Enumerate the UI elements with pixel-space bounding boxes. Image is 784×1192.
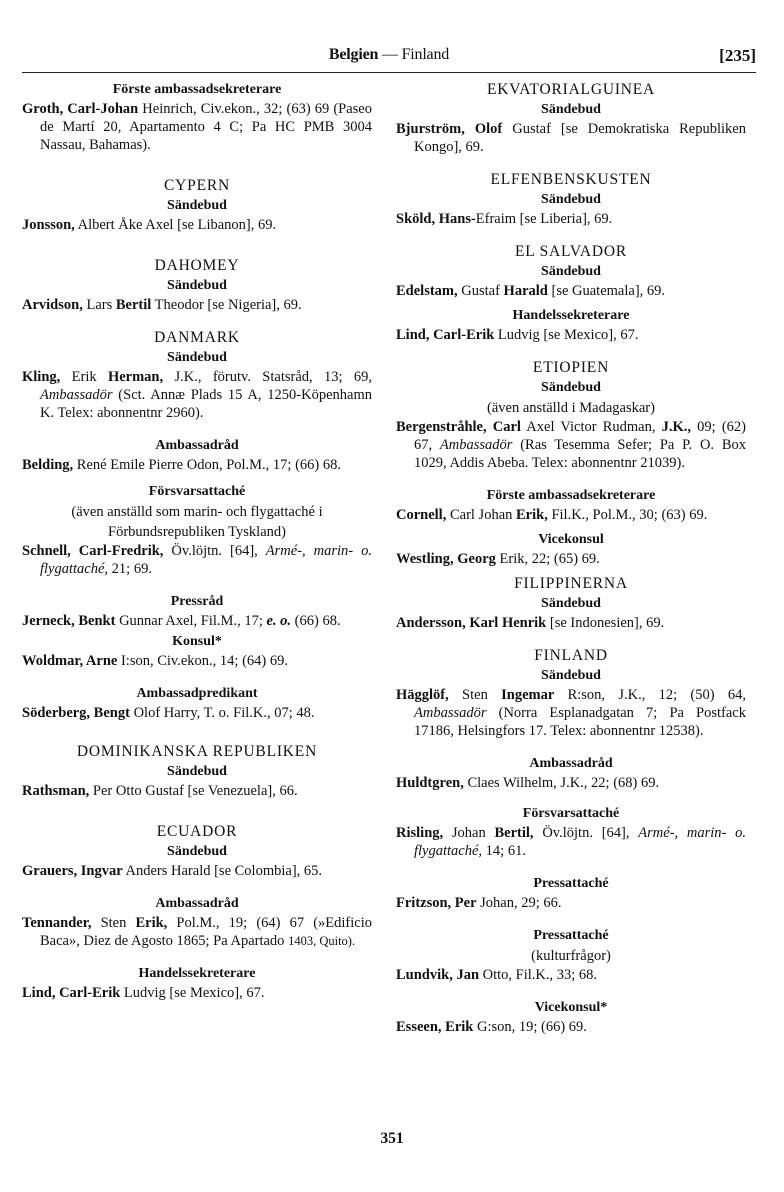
person-title: e. o. — [266, 613, 292, 629]
person-details: Emile Pierre Odon, Pol.M., 17; (66) 68. — [106, 457, 341, 473]
page-number: 351 — [380, 1130, 404, 1147]
person-details: Ludvig [se Mexico], 67. — [494, 327, 639, 343]
person-name: Groth, Carl-Johan — [22, 101, 139, 117]
person-name: Fritzson, Per — [396, 895, 477, 911]
person-name: Rathsman, — [22, 783, 90, 799]
country-heading-dominikanska-republiken: DOMINIKANSKA REPUBLIKEN — [76, 743, 318, 760]
person-details: Gustaf — [457, 283, 504, 299]
person-details: Sten — [448, 687, 502, 703]
role-note: (även anställd som marin- och flygattaché i Förbundsrepubliken Tyskland) — [71, 504, 323, 540]
role-heading: Pressattaché — [533, 876, 609, 891]
role-heading: Ambassadråd — [155, 438, 239, 453]
person-details: (Ras Tesemma Sefer; Pa P. O. Box 1029, Addis Abeba. Telex: abonnentnr 21039). — [414, 437, 747, 471]
role-heading: Handelssekreterare — [138, 966, 256, 981]
person-details: Johan — [443, 825, 495, 841]
role-heading: Sändebud — [167, 764, 227, 779]
person-entry — [22, 652, 372, 670]
country-heading-danmark: DANMARK — [154, 329, 240, 346]
person-name: Bertil — [115, 297, 152, 313]
person-entry — [396, 1018, 746, 1036]
running-title — [22, 46, 756, 64]
person-entry — [22, 216, 372, 234]
person-name: Risling, — [396, 825, 444, 841]
person-name: Jonsson, — [22, 217, 75, 233]
person-entry — [22, 782, 372, 800]
country-heading-cypern: CYPERN — [164, 177, 230, 194]
role-heading: Ambassadråd — [155, 896, 239, 911]
person-name: Erik, — [135, 915, 168, 931]
person-details: Carl Johan — [446, 507, 517, 523]
person-details: Olof Harry, T. o. Fil.K., 07; 48. — [129, 705, 315, 721]
country-heading-filippinerna: FILIPPINERNA — [514, 575, 628, 592]
person-entry — [22, 704, 372, 722]
person-details: Lars — [82, 297, 116, 313]
role-heading: Sändebud — [167, 844, 227, 859]
country-heading-ekvatorialguinea: EKVATORIALGUINEA — [486, 81, 656, 98]
person-details: Gunnar Axel, Fil.M., 17; — [115, 613, 267, 629]
person-entry — [396, 774, 746, 792]
person-name: Andersson, Karl Henrik — [396, 615, 547, 631]
person-entry — [396, 418, 746, 472]
role-heading: Ambassadråd — [529, 756, 613, 771]
person-title: Ambassadör — [414, 705, 487, 721]
person-entry — [22, 368, 372, 422]
person-details: Ludvig [se Mexico], 67. — [120, 985, 265, 1001]
person-entry — [396, 550, 746, 568]
role-heading: Pressattaché — [533, 928, 609, 943]
person-name: Schnell, Carl-Fredrik, — [22, 543, 164, 559]
country-heading-elfenbenskusten: ELFENBENSKUSTEN — [490, 171, 652, 188]
person-name: Bertil, — [494, 825, 534, 841]
person-details: G:son, 19; (66) 69. — [473, 1019, 587, 1035]
person-details: Anders Harald [se Colombia], 65. — [122, 863, 323, 879]
person-details: Axel Victor Rudman, — [520, 419, 662, 435]
person-name: Lind, Carl-Erik — [22, 985, 121, 1001]
person-entry — [396, 120, 746, 156]
person-details: Gustaf [se Demokratiska Republiken Kongo], 69. — [414, 121, 746, 155]
person-details: Per Otto Gustaf [se Venezuela], 66. — [89, 783, 298, 799]
person-details: [se Indonesien], 69. — [546, 615, 665, 631]
person-entry — [396, 506, 746, 524]
person-name: Erik, — [516, 507, 548, 523]
person-name: Belding, — [22, 457, 74, 473]
country-heading-dahomey: DAHOMEY — [154, 257, 240, 274]
person-entry — [22, 612, 372, 630]
running-title-bold: Belgien — [328, 46, 379, 63]
person-details: R:son, J.K., 12; (50) 64, — [554, 687, 746, 703]
person-name: Cornell, — [396, 507, 447, 523]
person-details: J.K., förutv. Statsråd, 13; 69, — [163, 369, 372, 385]
person-entry — [396, 326, 746, 344]
person-name: Grauers, Ingvar — [22, 863, 123, 879]
person-details: Efraim [se Liberia], 69. — [475, 211, 613, 227]
person-details: (Sct. Annæ Plads 15 A, 1250-Köpenhamn K. Telex: abonnentnr 2960). — [40, 387, 372, 421]
person-name: Huldtgren, — [396, 775, 464, 791]
left-column — [22, 80, 372, 1002]
person-name: Lundvik, Jan — [396, 967, 480, 983]
role-heading: Sändebud — [541, 380, 601, 395]
person-details: Otto, Fil.K., 33; 68. — [479, 967, 598, 983]
person-entry — [22, 984, 372, 1002]
role-heading: Sändebud — [541, 264, 601, 279]
role-heading: Vicekonsul — [538, 532, 604, 547]
person-name: J.K., — [661, 419, 692, 435]
person-name: Woldmar, Arne — [22, 653, 118, 669]
person-details: 21; 69. — [108, 561, 152, 577]
role-heading: Försvarsattaché — [522, 806, 620, 821]
person-entry — [22, 456, 372, 474]
person-entry — [22, 862, 372, 880]
person-name: Herman, — [107, 369, 164, 385]
person-title: Armé-, marin- o. flygattaché, — [40, 543, 372, 577]
person-entry — [22, 542, 372, 578]
person-entry — [396, 824, 746, 860]
role-heading: Förste ambassadsekreterare — [112, 82, 282, 97]
person-entry — [396, 614, 746, 632]
person-entry — [396, 966, 746, 984]
role-heading: Sändebud — [167, 350, 227, 365]
person-title: Ambassadör — [40, 387, 113, 403]
person-details: (Norra Esplanadgatan 7; Pa Postfack 17186, Helsingfors 17. Telex: abonnentnr 12538). — [414, 705, 746, 739]
role-note: (även anställd i Madagaskar) — [487, 400, 655, 416]
role-heading: Sändebud — [167, 198, 227, 213]
person-details: Heinrich, Civ.ekon., 32; (63) 69 (Paseo de Martí 20, Apartamento 4 C; Pa HC PMB 3004 Nassau, Bahamas). — [40, 101, 372, 153]
person-name: Sköld, Hans- — [396, 211, 476, 227]
person-details: Fil.K., Pol.M., 30; (63) 69. — [547, 507, 708, 523]
header-rule — [22, 72, 756, 73]
person-name: Edelstam, — [396, 283, 458, 299]
person-entry — [22, 914, 372, 950]
role-note: (kulturfrågor) — [531, 948, 611, 964]
person-details: Claes Wilhelm, J.K., 22; (68) 69. — [463, 775, 660, 791]
person-name: Bergenstråhle, Carl — [396, 419, 521, 435]
person-details: Johan, 29; 66. — [476, 895, 562, 911]
role-heading: Försvarsattaché — [148, 484, 246, 499]
person-details: René — [73, 457, 107, 473]
role-heading: Handelssekreterare — [512, 308, 630, 323]
person-name: Esseen, Erik — [396, 1019, 474, 1035]
person-details: Erik — [60, 369, 108, 385]
role-heading: Sändebud — [541, 668, 601, 683]
person-details: Pol.M., 19; (64) 67 (»Edificio Baca», Diez de Agosto 1865; Pa Apartado — [40, 915, 372, 949]
person-details: (66) 68. — [291, 613, 341, 629]
person-title: Ambassadör — [439, 437, 513, 453]
person-entry — [396, 210, 746, 228]
country-heading-etiopien: ETIOPIEN — [532, 359, 610, 376]
person-details: Öv.löjtn. [64], — [533, 825, 639, 841]
person-name: Arvidson, — [22, 297, 83, 313]
person-entry — [396, 894, 746, 912]
role-heading: Ambassadpredikant — [136, 686, 258, 701]
person-entry — [396, 686, 746, 740]
person-name: Bjurström, Olof — [396, 121, 503, 137]
running-header — [22, 46, 756, 72]
role-heading: Sändebud — [541, 596, 601, 611]
person-entry — [22, 100, 372, 154]
role-heading: Sändebud — [541, 102, 601, 117]
person-name: Tennander, — [22, 915, 92, 931]
person-name: Lind, Carl-Erik — [396, 327, 495, 343]
country-heading-finland: FINLAND — [534, 647, 608, 664]
role-heading: Sändebud — [541, 192, 601, 207]
person-name: Söderberg, Bengt — [22, 705, 130, 721]
role-heading: Konsul* — [172, 634, 222, 649]
person-name: Jerneck, Benkt — [22, 613, 116, 629]
person-details: 1403, Quito). — [288, 934, 356, 948]
person-details: Albert Åke Axel [se Libanon], 69. — [74, 217, 277, 233]
person-details: 14; 61. — [482, 843, 526, 859]
person-name: Ingemar — [501, 687, 555, 703]
role-heading: Vicekonsul* — [534, 1000, 608, 1015]
person-name: Westling, Georg — [396, 551, 496, 567]
person-name: Kling, — [22, 369, 61, 385]
running-title-rest: — Finland — [378, 46, 450, 63]
role-heading: Förste ambassadsekreterare — [486, 488, 656, 503]
person-entry — [396, 282, 746, 300]
role-heading: Sändebud — [167, 278, 227, 293]
person-details: Öv.löjtn. [64], — [163, 543, 266, 559]
person-details: Sten — [91, 915, 136, 931]
person-details: [se Guatemala], 69. — [547, 283, 666, 299]
right-column — [396, 80, 746, 1036]
country-heading-el-salvador: EL SALVADOR — [514, 243, 627, 260]
country-heading-ecuador: ECUADOR — [156, 823, 238, 840]
person-name: Hägglöf, — [396, 687, 449, 703]
person-details: 09; (62) 67, — [414, 419, 747, 453]
person-details: Theodor [se Nigeria], 69. — [151, 297, 302, 313]
person-details: Erik, 22; (65) 69. — [495, 551, 600, 567]
page-reference: [235] — [719, 46, 756, 65]
person-entry — [22, 296, 372, 314]
person-title: Armé-, marin- o. flygattaché, — [414, 825, 746, 859]
person-details: I:son, Civ.ekon., 14; (64) 69. — [117, 653, 288, 669]
role-heading: Pressråd — [170, 594, 224, 609]
person-name: Harald — [503, 283, 548, 299]
